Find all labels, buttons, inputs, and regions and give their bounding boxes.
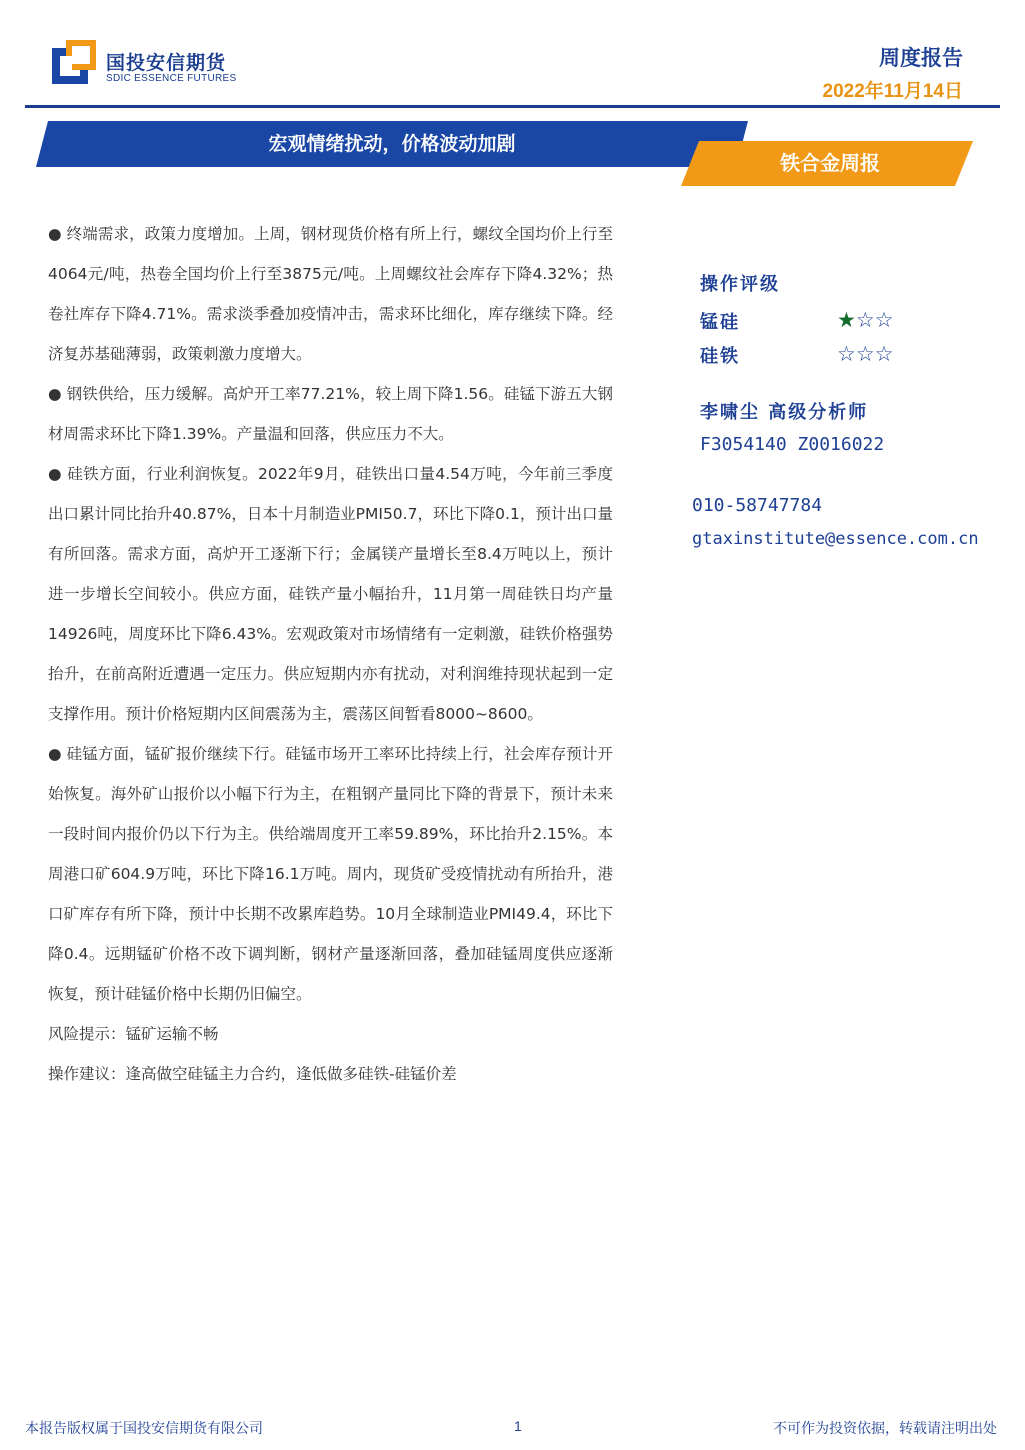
- paragraph-demand: ● 终端需求，政策力度增加。上周，钢材现货价格有所上行，螺纹全国均价上行至4064元/吨，热卷全国均价上行至3875元/吨。上周螺纹社会库存下降4.32%；热卷社库存下降4.71%。需求淡季叠加疫情冲击，需求环比细化，库存继续下降。经济复苏基础薄弱，政策刺激力度增大。: [48, 225, 613, 363]
- rating-stars: [837, 342, 893, 366]
- footer-disclaimer: 不可作为投资依据，转载请注明出处: [773, 1421, 997, 1437]
- company-name-cn: 国投安信期货: [106, 52, 227, 74]
- footer-copyright: 本报告版权属于国投安信期货有限公司: [25, 1421, 263, 1437]
- company-name-en: SDIC ESSENCE FUTURES: [106, 73, 237, 84]
- report-category: 铁合金周报: [780, 151, 880, 175]
- risk-note: 风险提示：锰矿运输不畅: [48, 1025, 219, 1043]
- contact-phone: 010-58747784: [692, 495, 823, 516]
- paragraph-silicomanganese: ● 硅锰方面，锰矿报价继续下行。硅锰市场开工率环比持续上行，社会库存预计开始恢复。海外矿山报价以小幅下行为主，在粗钢产量同比下降的背景下，预计未来一段时间内报价仍以下行为主。供给端周度开工率59.89%，环比抬升2.15%。本周港口矿604.9万吨，环比下降16.1万吨。周内，现货矿受疫情扰动有所抬升，港口矿库存有所下降，预计中长期不改累库趋势。10月全球制造业PMI49.4，环比下降0.4。远期锰矿价格不改下调判断，钢材产量逐渐回落，叠加硅锰周度供应逐渐恢复，预计硅锰价格中长期仍旧偏空。: [48, 745, 613, 1003]
- report-type: 周度报告: [879, 46, 963, 70]
- rating-name: 锰硅: [700, 312, 740, 333]
- sidebar: [692, 270, 1010, 549]
- report-date: 2022年11月14日: [822, 81, 963, 102]
- analyst-name: 李啸尘 高级分析师: [700, 402, 869, 423]
- paragraph-supply: ● 钢铁供给，压力缓解。高炉开工率77.21%，较上周下降1.56。硅锰下游五大钢材周需求环比下降1.39%。产量温和回落，供应压力不大。: [48, 385, 613, 443]
- contact-email[interactable]: gtaxinstitute@essence.com.cn: [692, 529, 979, 549]
- analyst-certificate: F3054140 Z0016022: [700, 434, 885, 455]
- rating-row: [700, 342, 740, 368]
- rating-stars: [837, 308, 893, 332]
- header-divider: [25, 105, 1000, 108]
- page-number: 1: [514, 1418, 522, 1434]
- star-empty-icon: ☆: [874, 342, 894, 366]
- rating-title: 操作评级: [700, 274, 780, 295]
- star-empty-icon: ☆: [874, 308, 894, 332]
- star-empty-icon: ☆: [855, 342, 875, 366]
- star-empty-icon: ☆: [837, 342, 856, 366]
- paragraph-ferrosilicon: ● 硅铁方面，行业利润恢复。2022年9月，硅铁出口量4.54万吨，今年前三季度出口累计同比抬升40.87%，日本十月制造业PMI50.7，环比下降0.1，预计出口量有所回落。需求方面，高炉开工逐渐下行；金属镁产量增长至8.4万吨以上，预计进一步增长空间较小。供应方面，硅铁产量小幅抬升，11月第一周硅铁日均产量14926吨，周度环比下降6.43%。宏观政策对市场情绪有一定刺激，硅铁价格强势抬升，在前高附近遭遇一定压力。供应短期内亦有扰动，对利润维持现状起到一定支撑作用。预计价格短期内区间震荡为主，震荡区间暂看8000~8600。: [48, 465, 613, 723]
- rating-row: [700, 308, 740, 334]
- report-body: [48, 214, 613, 1094]
- company-logo-icon: [52, 40, 96, 84]
- star-empty-icon: ☆: [855, 308, 875, 332]
- trading-advice: 操作建议：逢高做空硅锰主力合约，逢低做多硅铁-硅锰价差: [48, 1065, 457, 1083]
- rating-name: 硅铁: [700, 346, 740, 367]
- report-title: 宏观情绪扰动，价格波动加剧: [268, 133, 516, 155]
- star-filled-icon: ★: [837, 308, 856, 332]
